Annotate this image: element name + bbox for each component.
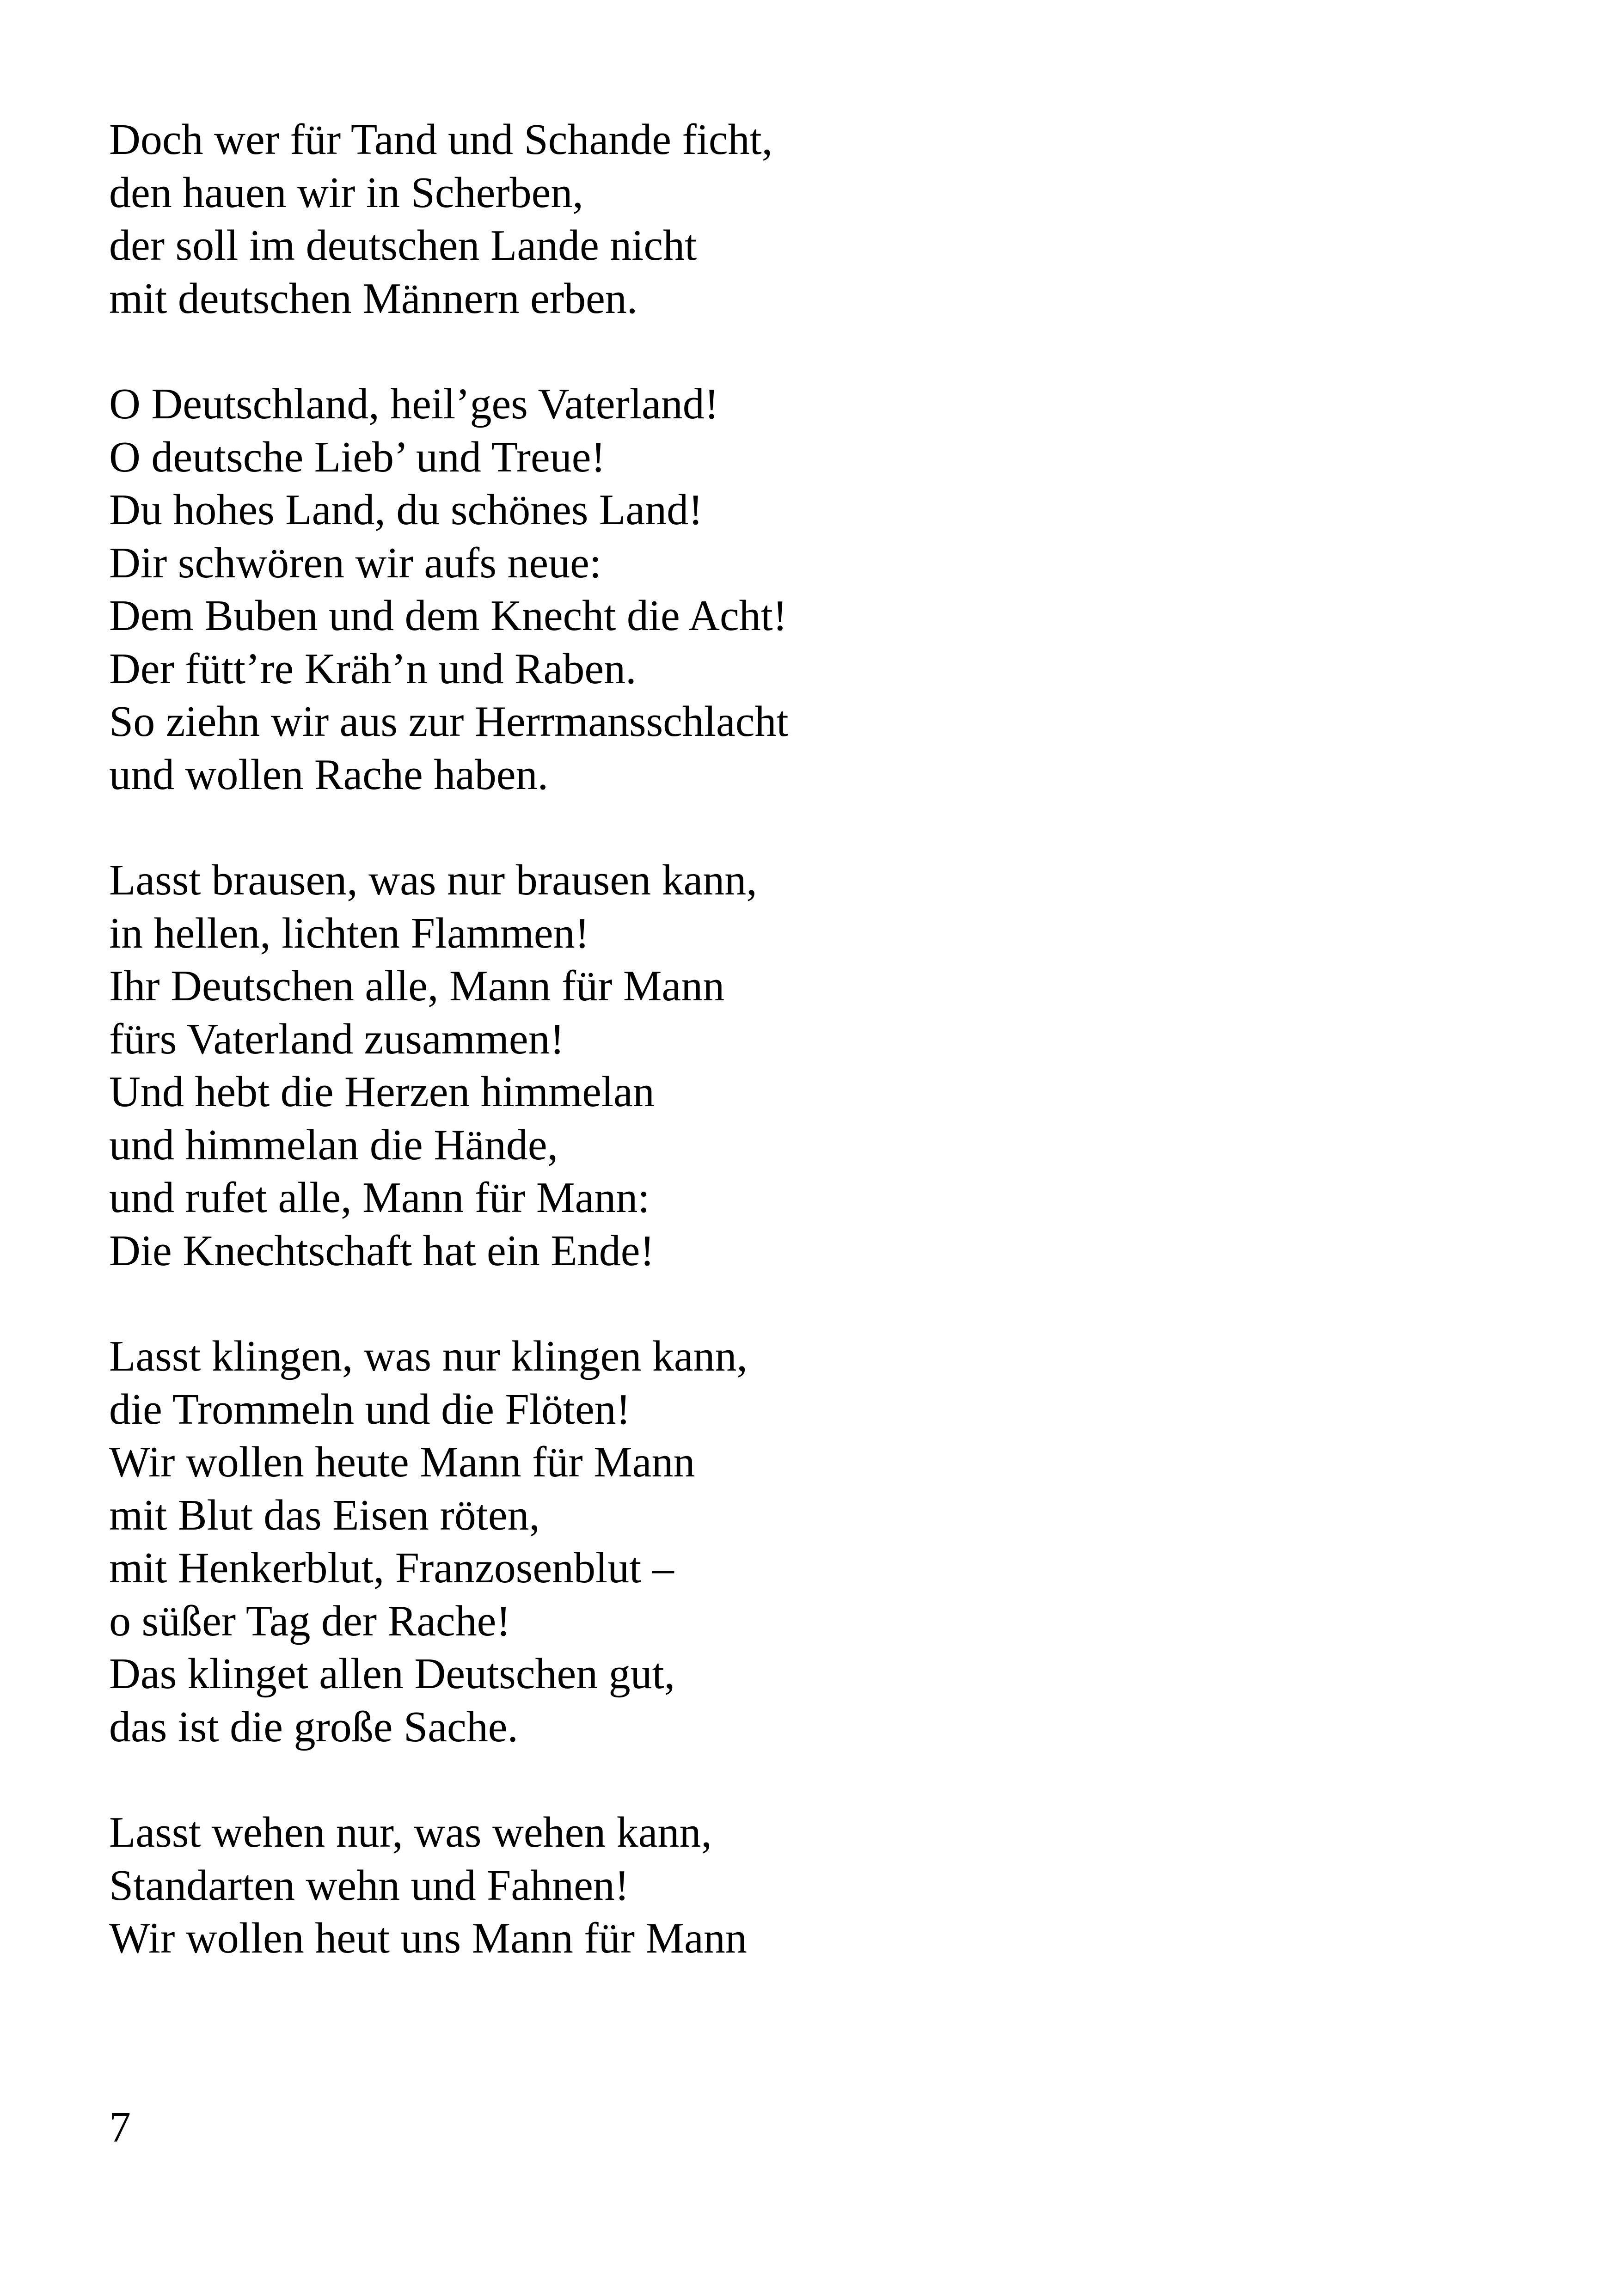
verse-line: Ihr Deutschen alle, Mann für Mann [109,962,725,1010]
stanza-4 [109,1330,1496,1753]
verse-line: mit Blut das Eisen röten, [109,1491,540,1539]
verse-line: den hauen wir in Scherben, [109,168,583,217]
verse-line: Lasst wehen nur, was wehen kann, [109,1808,712,1856]
stanza-1 [109,113,1496,325]
verse-line: Standarten wehn und Fahnen! [109,1861,630,1910]
verse-line: Wir wollen heut uns Mann für Mann [109,1914,747,1962]
verse-line: Wir wollen heute Mann für Mann [109,1438,695,1486]
verse-line: Lasst brausen, was nur brausen kann, [109,856,757,904]
verse-line: Dem Buben und dem Knecht die Acht! [109,592,788,640]
poem-text [109,113,1496,1965]
verse-line: Dir schwören wir aufs neue: [109,539,601,587]
stanza-3 [109,854,1496,1277]
verse-line: und rufet alle, Mann für Mann: [109,1174,650,1222]
stanza-2 [109,378,1496,801]
verse-line: und himmelan die Hände, [109,1120,558,1169]
stanza-5 [109,1806,1496,1965]
verse-line: Und hebt die Herzen himmelan [109,1068,655,1116]
verse-line: und wollen Rache haben. [109,750,549,799]
page-number: 7 [109,2103,131,2151]
verse-line: So ziehn wir aus zur Herrmansschlacht [109,698,789,746]
verse-line: Der fütt’re Kräh’n und Raben. [109,644,637,693]
verse-line: fürs Vaterland zusammen! [109,1015,564,1063]
verse-line: mit Henkerblut, Franzosenblut – [109,1544,674,1592]
verse-line: O deutsche Lieb’ und Treue! [109,433,606,481]
verse-line: Du hohes Land, du schönes Land! [109,486,703,534]
verse-line: Doch wer für Tand und Schande ficht, [109,116,773,164]
verse-line: Lasst klingen, was nur klingen kann, [109,1332,748,1380]
verse-line: der soll im deutschen Lande nicht [109,221,697,269]
verse-line: mit deutschen Männern erben. [109,274,638,323]
verse-line: die Trommeln und die Flöten! [109,1385,631,1433]
verse-line: o süßer Tag der Rache! [109,1597,511,1645]
verse-line: Das klinget allen Deutschen gut, [109,1650,675,1698]
verse-line: in hellen, lichten Flammen! [109,909,589,957]
verse-line: das ist die große Sache. [109,1702,518,1751]
verse-line: O Deutschland, heil’ges Vaterland! [109,380,719,428]
verse-line: Die Knechtschaft hat ein Ende! [109,1226,655,1275]
